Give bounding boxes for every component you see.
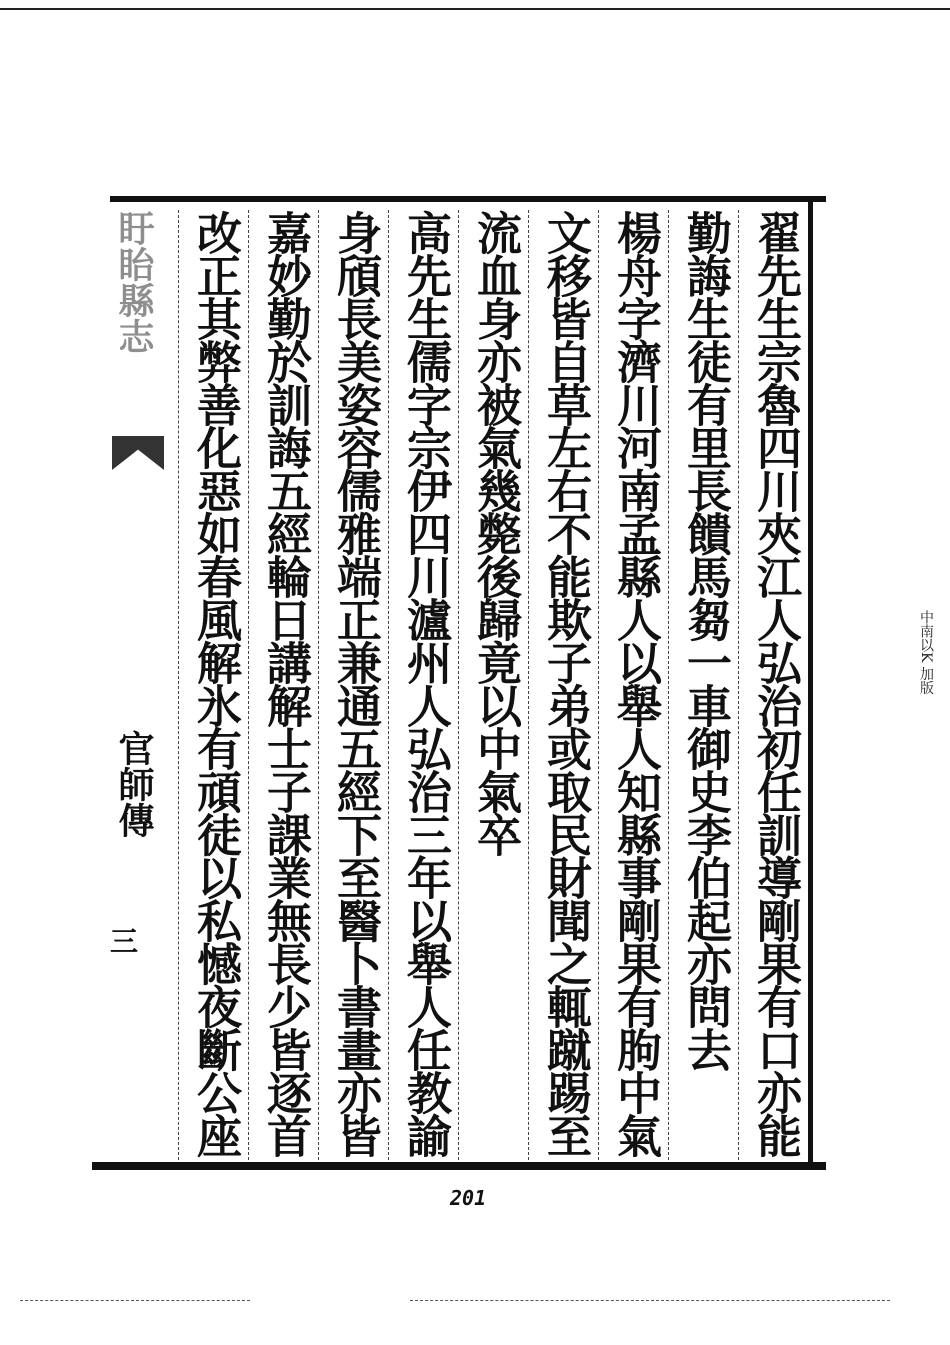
page-number: 201 bbox=[450, 1186, 487, 1210]
column-divider bbox=[528, 210, 530, 1160]
right-margin-note: 中南以K 加版 bbox=[918, 610, 934, 695]
column-divider bbox=[668, 210, 670, 1160]
column-divider bbox=[458, 210, 460, 1160]
column-text: 勤誨生徒有里長饋馬芻一車御史李伯起亦問去 bbox=[679, 210, 732, 1070]
frame-top-border bbox=[110, 196, 826, 202]
column-divider bbox=[178, 210, 180, 1160]
column-text: 翟先生宗魯四川夾江人弘治初任訓導剛果有口亦能 bbox=[749, 210, 802, 1156]
column-text: 高先生儒字宗伊四川瀘州人弘治三年以舉人任教諭 bbox=[399, 210, 452, 1156]
text-column-3 bbox=[600, 210, 668, 1156]
margin-head-text: 盱眙縣志 bbox=[113, 210, 155, 354]
column-divider bbox=[388, 210, 390, 1160]
text-column-1 bbox=[740, 210, 808, 1156]
text-column-9 bbox=[180, 210, 248, 1156]
column-divider bbox=[248, 210, 250, 1160]
fishtail-mark bbox=[112, 436, 164, 470]
column-divider bbox=[738, 210, 740, 1160]
frame-right-border bbox=[808, 196, 813, 1170]
column-text: 嘉妙勤於訓誨五經輪日講解士子課業無長少皆逐首 bbox=[259, 210, 312, 1156]
text-column-4 bbox=[530, 210, 598, 1156]
page-frame bbox=[92, 196, 826, 1174]
text-column-5 bbox=[460, 210, 528, 855]
margin-folio-number: 三 bbox=[110, 925, 139, 958]
frame-bottom-border bbox=[92, 1162, 826, 1170]
bottom-scan-line bbox=[20, 1300, 250, 1301]
column-text: 身頎長美姿容儒雅端正兼通五經下至醫卜書畫亦皆 bbox=[329, 210, 382, 1156]
top-rule bbox=[0, 8, 950, 10]
column-text: 流血身亦被氣幾斃後歸竟以中氣卒 bbox=[469, 210, 522, 855]
column-divider bbox=[598, 210, 600, 1160]
text-column-6 bbox=[390, 210, 458, 1156]
margin-column bbox=[100, 210, 184, 1160]
text-column-2 bbox=[670, 210, 738, 1070]
column-text: 文移皆自草左右不能欺子弟或取民財聞之輒蹴踢至 bbox=[539, 210, 592, 1156]
text-column-8 bbox=[250, 210, 318, 1156]
column-text: 改正其弊善化惡如春風解氷有頑徒以私憾夜斷公座 bbox=[189, 210, 242, 1156]
bottom-scan-line bbox=[410, 1300, 890, 1301]
margin-section-title: 官師傳 bbox=[113, 730, 155, 838]
text-column-7 bbox=[320, 210, 388, 1156]
column-divider bbox=[318, 210, 320, 1160]
column-text: 楊舟字濟川河南孟縣人以舉人知縣事剛果有朐中氣 bbox=[609, 210, 662, 1156]
